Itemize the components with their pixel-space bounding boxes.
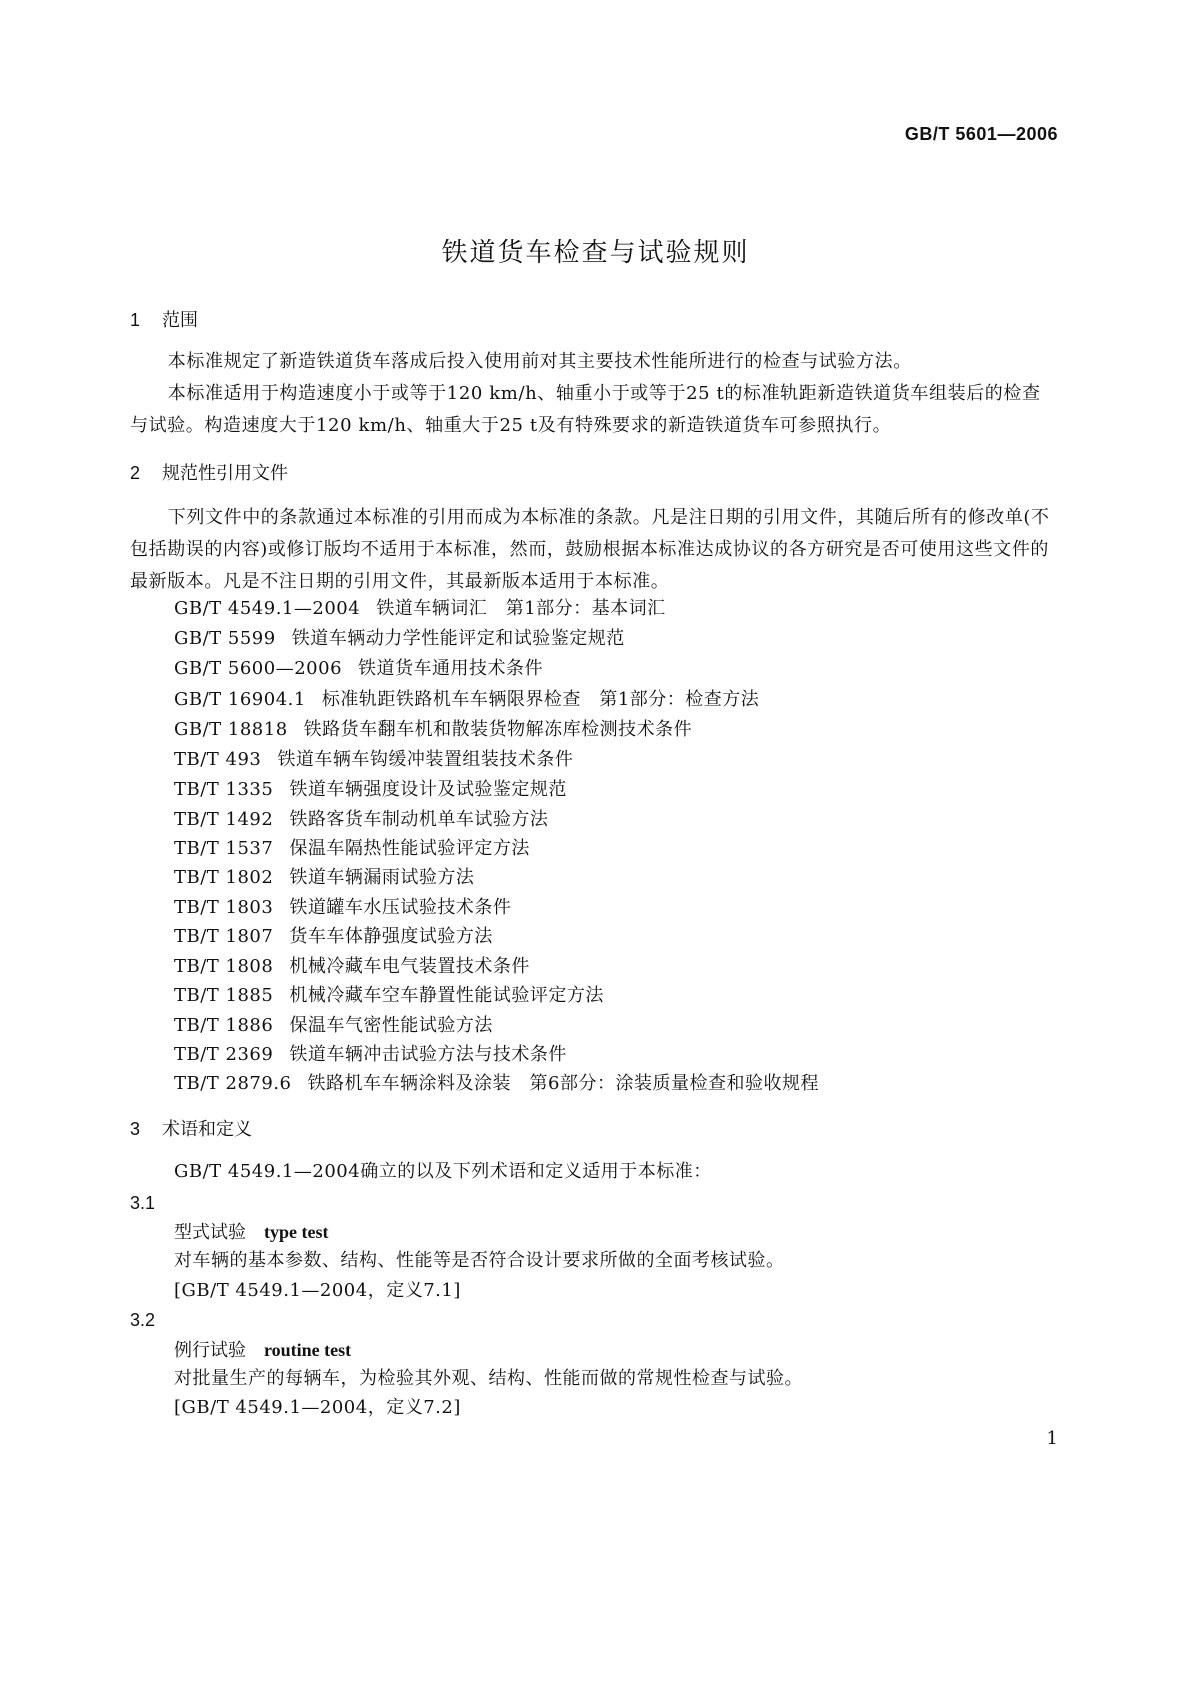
reference-code: TB/T 2879.6 — [174, 1073, 292, 1094]
reference-title: 机械冷藏车空车静置性能试验评定方法 — [289, 985, 604, 1006]
reference-code: GB/T 16904.1 — [174, 689, 306, 710]
reference-title: 铁道车辆冲击试验方法与技术条件 — [289, 1044, 567, 1065]
reference-code: TB/T 493 — [174, 749, 262, 770]
term-definition: 对车辆的基本参数、结构、性能等是否符合设计要求所做的全面考核试验。 — [174, 1250, 785, 1271]
reference-title: 标准轨距铁路机车车辆限界检查 第1部分：检查方法 — [321, 689, 760, 710]
reference-item — [174, 923, 493, 951]
reference-title: 铁路客货车制动机单车试验方法 — [289, 809, 549, 830]
reference-code: TB/T 2369 — [174, 1044, 274, 1065]
reference-title: 铁道车辆车钩缓冲装置组装技术条件 — [277, 749, 574, 770]
reference-code: TB/T 1537 — [174, 838, 274, 859]
section-3-heading — [130, 1117, 252, 1141]
term-name — [174, 1218, 328, 1246]
reference-title: 铁路货车翻车机和散装货物解冻库检测技术条件 — [303, 719, 693, 740]
reference-item — [174, 595, 666, 623]
reference-title: 铁道车辆强度设计及试验鉴定规范 — [289, 779, 567, 800]
reference-title: 铁路机车车辆涂料及涂装 第6部分：涂装质量检查和验收规程 — [307, 1073, 819, 1094]
reference-code: TB/T 1803 — [174, 897, 274, 918]
reference-item — [174, 686, 759, 714]
term-source: [GB/T 4549.1—2004，定义7.1] — [174, 1280, 461, 1301]
section-title: 规范性引用文件 — [162, 463, 288, 484]
term-source: [GB/T 4549.1—2004，定义7.2] — [174, 1397, 461, 1418]
reference-item — [174, 1012, 493, 1040]
reference-item — [174, 746, 573, 774]
reference-item — [174, 655, 543, 683]
reference-item — [174, 1070, 819, 1098]
reference-title: 铁道罐车水压试验技术条件 — [289, 897, 512, 918]
reference-code: TB/T 1807 — [174, 926, 274, 947]
page-number: 1 — [1046, 1428, 1058, 1449]
term-name-en: routine test — [264, 1340, 352, 1360]
reference-code: TB/T 1885 — [174, 985, 274, 1006]
term-name-zh: 例行试验 — [174, 1340, 246, 1361]
term-name-en: type test — [264, 1222, 329, 1242]
reference-title: 铁道车辆动力学性能评定和试验鉴定规范 — [291, 628, 625, 649]
reference-item — [174, 716, 692, 744]
reference-item — [174, 835, 530, 863]
reference-item — [174, 982, 604, 1010]
reference-item — [174, 894, 511, 922]
reference-title: 机械冷藏车电气装置技术条件 — [289, 956, 530, 977]
section-number: 3 — [130, 1119, 141, 1139]
section-title: 范围 — [162, 310, 198, 331]
term-name — [174, 1336, 351, 1364]
section-number: 1 — [130, 310, 141, 330]
term-name-zh: 型式试验 — [174, 1222, 246, 1243]
document-code: GB/T 5601—2006 — [904, 124, 1058, 144]
reference-code: GB/T 5599 — [174, 628, 276, 649]
document-title: 铁道货车检查与试验规则 — [441, 238, 750, 268]
reference-item — [174, 1041, 567, 1069]
reference-title: 保温车隔热性能试验评定方法 — [289, 838, 530, 859]
reference-code: TB/T 1335 — [174, 779, 274, 800]
section-2-heading — [130, 461, 288, 485]
reference-code: TB/T 1808 — [174, 956, 274, 977]
reference-item — [174, 776, 567, 804]
section-2-paragraph: 下列文件中的条款通过本标准的引用而成为本标准的条款。凡是注日期的引用文件，其随后所有的修改单(不包括勘误的内容)或修订版均不适用于本标准，然而，鼓励根据本标准达成协议的各方研究是否可使用这些文件的最新版本。凡是不注日期的引用文件，其最新版本适用于本标准。 — [130, 507, 1050, 592]
reference-title: 铁道货车通用技术条件 — [358, 658, 544, 679]
term-number: 3.1 — [130, 1193, 156, 1213]
section-1-heading — [130, 308, 198, 332]
term-number: 3.2 — [130, 1310, 156, 1330]
section-1-paragraph-1: 本标准规定了新造铁道货车落成后投入使用前对其主要技术性能所进行的检查与试验方法。 — [167, 351, 912, 372]
reference-code: TB/T 1492 — [174, 809, 274, 830]
section-title: 术语和定义 — [162, 1119, 252, 1140]
reference-code: TB/T 1802 — [174, 867, 274, 888]
reference-item — [174, 864, 474, 892]
reference-code: GB/T 5600—2006 — [174, 658, 343, 679]
section-1-paragraph-2: 本标准适用于构造速度小于或等于120 km/h、轴重小于或等于25 t的标准轨距新造铁道货车组装后的检查与试验。构造速度大于120 km/h、轴重大于25 t及有特殊要求的新造铁道货车可参照执行。 — [130, 383, 1041, 436]
reference-title: 保温车气密性能试验方法 — [289, 1015, 493, 1036]
section-number: 2 — [130, 463, 141, 483]
term-definition: 对批量生产的每辆车，为检验其外观、结构、性能而做的常规性检查与试验。 — [174, 1368, 803, 1389]
reference-title: 货车车体静强度试验方法 — [289, 926, 493, 947]
reference-item — [174, 806, 548, 834]
reference-code: TB/T 1886 — [174, 1015, 274, 1036]
reference-title: 铁道车辆漏雨试验方法 — [289, 867, 475, 888]
reference-code: GB/T 18818 — [174, 719, 288, 740]
terms-intro: GB/T 4549.1—2004确立的以及下列术语和定义适用于本标准： — [174, 1161, 712, 1182]
reference-title: 铁道车辆词汇 第1部分：基本词汇 — [376, 598, 666, 619]
reference-item — [174, 953, 530, 981]
reference-item — [174, 625, 625, 653]
reference-code: GB/T 4549.1—2004 — [174, 598, 361, 619]
